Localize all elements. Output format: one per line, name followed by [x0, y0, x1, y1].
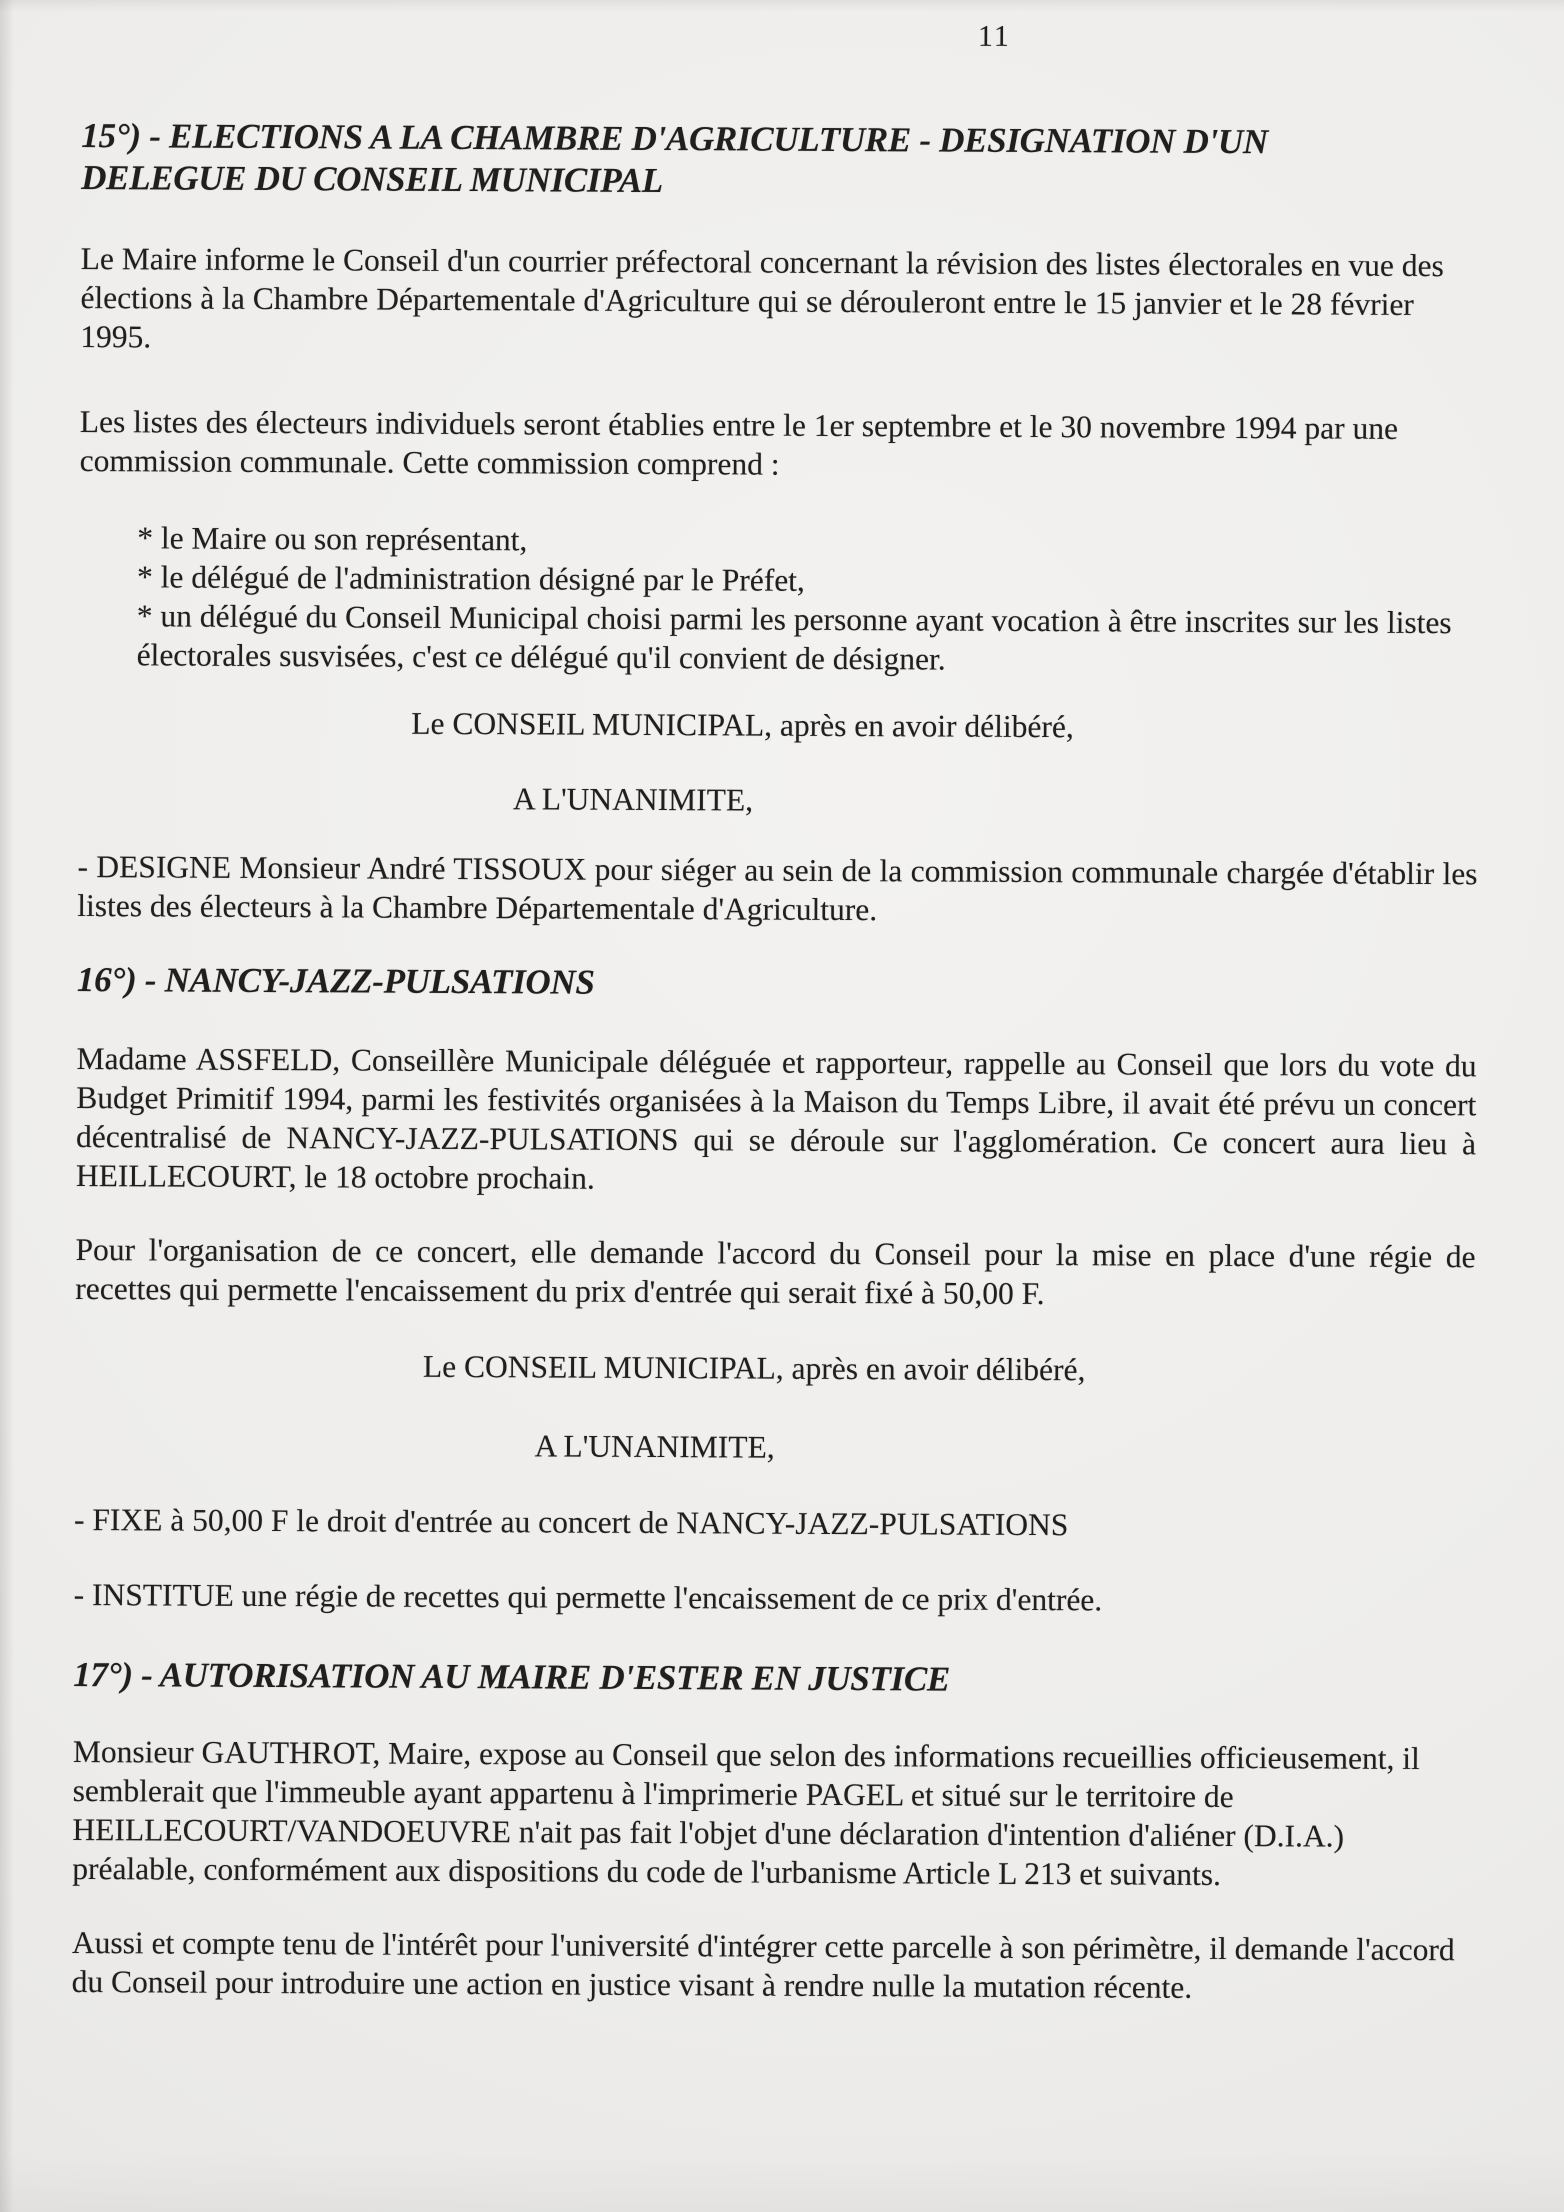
section-17-heading: 17°) - AUTORISATION AU MAIRE D'ESTER EN JUSTICE: [73, 1654, 951, 1699]
decision-institue: - INSTITUE une régie de recettes qui permette l'encaissement de ce prix d'entrée.: [73, 1576, 1103, 1618]
section-17-paragraph-1: Monsieur GAUTHROT, Maire, expose au Conseil que selon des informations recueillies officieusement, il semblerait que l'immeuble ayant appartenu à l'imprimerie PAGEL et situé sur le territoire de HEILLECOURT/VANDOEUVRE n'ait pas fait l'objet d'une déclaration d'intention d'aliéner (D.I.A.) préalable, conformément aux dispositions du code de l'urbanisme Article L 213 et suivants.: [72, 1733, 1420, 1892]
vote-line: A L'UNANIMITE,: [512, 781, 754, 818]
section-15-paragraph-1: Le Maire informe le Conseil d'un courrier préfectoral concernant la révision des listes électorales en vue des élections à la Chambre Départementale d'Agriculture qui se dérouleront entre le 15 janvier et le 28 février 1995.: [80, 240, 1444, 355]
section-15-heading: [81, 115, 1481, 206]
decision-fixe: - FIXE à 50,00 F le droit d'entrée au concert de NANCY-JAZZ-PULSATIONS: [74, 1501, 1069, 1543]
list-item: * un délégué du Conseil Municipal choisi parmi les personne ayant vocation à être inscrites sur les listes électorales susvisées, c'est ce délégué qu'il convient de désigner.: [136, 598, 1452, 677]
section-17-paragraph-2: Aussi et compte tenu de l'intérêt pour l'université d'intégrer cette parcelle à son périmètre, il demande l'accord du Conseil pour introduire une action en justice visant à rendre nulle la mutation récente.: [71, 1924, 1455, 2005]
section-16-paragraph-2: Pour l'organisation de ce concert, elle demande l'accord du Conseil pour la mise en place d'une régie de recettes qui permette l'encaissement du prix d'entrée qui serait fixé à 50,00 F.: [75, 1231, 1476, 1312]
section-15-heading-line1: 15°) - ELECTIONS A LA CHAMBRE D'AGRICULTURE - DESIGNATION D'UN: [81, 115, 1269, 162]
deliberation-line: Le CONSEIL MUNICIPAL, après en avoir délibéré,: [422, 1348, 1086, 1388]
decision-designe: - DESIGNE Monsieur André TISSOUX pour siéger au sein de la commission communale chargée d'établir les listes des électeurs à la Chambre Départementale d'Agriculture.: [77, 848, 1478, 928]
page-number: 11: [977, 19, 1011, 53]
section-15: [77, 115, 1481, 932]
section-16: [74, 959, 1477, 1621]
deliberation-line: Le CONSEIL MUNICIPAL, après en avoir délibéré,: [411, 705, 1074, 745]
section-17: [72, 1654, 1474, 2008]
section-16-paragraph-1: Madame ASSFELD, Conseillère Municipale déléguée et rapporteur, rappelle au Conseil que lors du vote du Budget Primitif 1994, parmi les festivités organisées à la Maison du Temps Libre, il avait été prévu un concert décentralisé de NANCY-JAZZ-PULSATIONS qui se déroule sur l'agglomération. Ce concert aura lieu à HEILLECOURT, le 18 octobre prochain.: [75, 1040, 1477, 1196]
list-item: * le délégué de l'administration désigné par le Préfet,: [136, 559, 805, 598]
page-content: [72, 12, 1482, 2008]
list-item: * le Maire ou son représentant,: [137, 520, 528, 558]
section-16-heading: 16°) - NANCY-JAZZ-PULSATIONS: [76, 959, 595, 1002]
commission-members-list: [137, 518, 1480, 681]
vote-line: A L'UNANIMITE,: [534, 1428, 775, 1465]
section-15-heading-line2: DELEGUE DU CONSEIL MUNICIPAL: [81, 157, 664, 201]
section-15-paragraph-2: Les listes des électeurs individuels seront établies entre le 1er septembre et le 30 novembre 1994 par une commission communale. Cette commission comprend :: [79, 403, 1399, 482]
